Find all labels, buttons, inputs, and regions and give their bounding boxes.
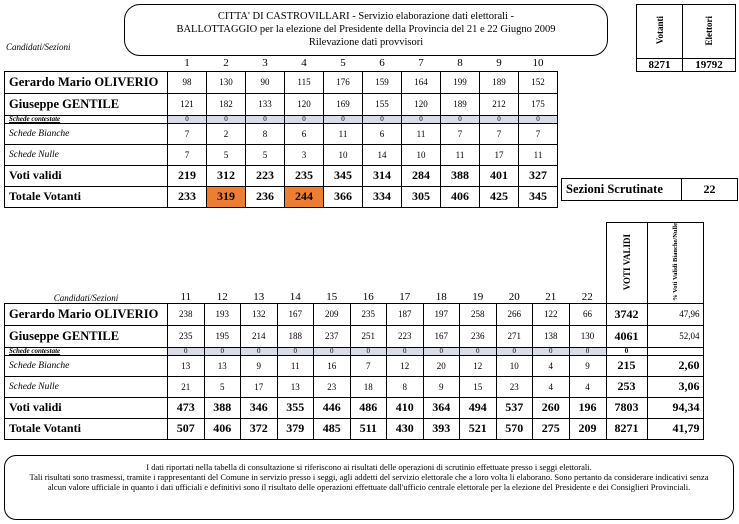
section-number: 8	[457, 57, 463, 70]
cell-oliverio: 122	[533, 303, 570, 325]
cell-oliverio: 130	[207, 71, 246, 93]
pct-totale: 41,79	[647, 418, 703, 439]
cell-totale: 406	[204, 418, 241, 439]
report-title-box	[124, 4, 608, 56]
cell-bianche: 6	[285, 123, 324, 144]
cell-gentile: 236	[460, 325, 497, 347]
disclaimer-line-2: Tali risultati sono trasmessi, tramite i rappresentanti del Comune in servizio presso i seggi, agli addetti del servizio elettorale che a loro volta li elaborano. Sono pertanto da considerare indicativi senza	[29, 472, 709, 482]
cell-gentile: 188	[277, 325, 314, 347]
cell-oliverio: 115	[285, 71, 324, 93]
cell-oliverio: 238	[168, 303, 205, 325]
cell-bianche: 8	[246, 123, 285, 144]
cell-bianche: 13	[168, 355, 205, 376]
cell-contestate: 0	[519, 115, 558, 123]
section-number: 7	[418, 57, 424, 70]
cell-validi: 388	[441, 165, 480, 186]
cell-validi: 537	[496, 397, 533, 418]
top-row-oliverio	[5, 71, 558, 93]
cell-contestate: 0	[350, 347, 387, 355]
cell-contestate: 0	[441, 115, 480, 123]
cell-contestate: 0	[387, 347, 424, 355]
bottom-section-header-row	[5, 223, 704, 304]
cell-validi: 223	[246, 165, 285, 186]
bottom-results-table	[4, 222, 704, 440]
cell-gentile: 182	[207, 93, 246, 115]
cell-oliverio: 90	[246, 71, 285, 93]
cell-nulle: 17	[241, 376, 278, 397]
cell-contestate: 0	[460, 347, 497, 355]
cell-oliverio: 152	[519, 71, 558, 93]
elettori-value: 19792	[683, 59, 736, 72]
cell-bianche: 12	[387, 355, 424, 376]
cell-totale: 521	[460, 418, 497, 439]
cell-contestate: 0	[314, 347, 351, 355]
top-section-header-row	[5, 56, 558, 71]
total-contestate: 0	[606, 347, 647, 355]
pct-contestate	[647, 347, 703, 355]
cell-nulle: 14	[363, 144, 402, 165]
bottom-row-nulle	[5, 376, 704, 397]
cell-oliverio: 235	[350, 303, 387, 325]
cell-bianche: 2	[207, 123, 246, 144]
cell-validi: 364	[423, 397, 460, 418]
cell-validi: 312	[207, 165, 246, 186]
section-number: 15	[326, 290, 338, 303]
section-number: 13	[253, 290, 265, 303]
cell-totale: 345	[519, 186, 558, 207]
cell-oliverio: 98	[168, 71, 207, 93]
cell-totale: 406	[441, 186, 480, 207]
row-label-validi: Voti validi	[5, 397, 168, 418]
top-row-totale	[5, 186, 558, 207]
cell-gentile: 121	[168, 93, 207, 115]
cell-nulle: 13	[277, 376, 314, 397]
row-label-nulle: Schede Nulle	[5, 376, 168, 397]
cell-bianche: 7	[441, 123, 480, 144]
top-row-validi	[5, 165, 558, 186]
cell-totale: 319	[207, 186, 246, 207]
cell-oliverio: 209	[314, 303, 351, 325]
cell-gentile: 214	[241, 325, 278, 347]
cell-bianche: 20	[423, 355, 460, 376]
bottom-row-oliverio	[5, 303, 704, 325]
cell-bianche: 7	[480, 123, 519, 144]
cell-contestate: 0	[569, 347, 606, 355]
section-number: 22	[581, 290, 593, 303]
cell-gentile: 251	[350, 325, 387, 347]
cell-contestate: 0	[363, 115, 402, 123]
cell-bianche: 9	[241, 355, 278, 376]
section-number: 4	[301, 57, 307, 70]
cell-bianche: 11	[277, 355, 314, 376]
cell-oliverio: 167	[277, 303, 314, 325]
cell-gentile: 223	[387, 325, 424, 347]
row-label-oliverio: Gerardo Mario OLIVERIO	[5, 303, 168, 325]
cell-totale: 244	[285, 186, 324, 207]
cell-contestate: 0	[168, 347, 205, 355]
cell-contestate: 0	[533, 347, 570, 355]
cell-gentile: 130	[569, 325, 606, 347]
cell-validi: 235	[285, 165, 324, 186]
section-number: 3	[262, 57, 268, 70]
total-gentile: 4061	[606, 325, 647, 347]
section-number: 6	[379, 57, 385, 70]
cell-gentile: 212	[480, 93, 519, 115]
row-label-bianche: Schede Bianche	[5, 123, 168, 144]
section-number: 19	[472, 290, 484, 303]
cell-contestate: 0	[496, 347, 533, 355]
voti-validi-header-text: VOTI VALIDI	[621, 233, 632, 291]
cell-bianche: 11	[324, 123, 363, 144]
sezioni-scrutinate-value: 22	[682, 179, 738, 201]
row-label-nulle: Schede Nulle	[5, 144, 168, 165]
cell-nulle: 17	[480, 144, 519, 165]
cell-contestate: 0	[204, 347, 241, 355]
section-number: 14	[289, 290, 301, 303]
votanti-header: Votanti	[637, 5, 683, 59]
cell-bianche: 10	[496, 355, 533, 376]
cell-validi: 355	[277, 397, 314, 418]
cell-gentile: 169	[324, 93, 363, 115]
cell-gentile: 155	[363, 93, 402, 115]
cell-contestate: 0	[241, 347, 278, 355]
row-label-validi: Voti validi	[5, 165, 168, 186]
pct-nulle: 3,06	[647, 376, 703, 397]
cell-validi: 346	[241, 397, 278, 418]
cell-nulle: 23	[496, 376, 533, 397]
cell-oliverio: 164	[402, 71, 441, 93]
cell-gentile: 167	[423, 325, 460, 347]
row-label-totale: Totale Votanti	[5, 186, 168, 207]
total-nulle: 253	[606, 376, 647, 397]
cell-totale: 425	[480, 186, 519, 207]
cell-bianche: 13	[204, 355, 241, 376]
cell-totale: 379	[277, 418, 314, 439]
section-number: 17	[399, 290, 411, 303]
total-bianche: 215	[606, 355, 647, 376]
cell-validi: 401	[480, 165, 519, 186]
bottom-row-bianche	[5, 355, 704, 376]
cell-gentile: 237	[314, 325, 351, 347]
bottom-row-totale	[5, 418, 704, 439]
cell-totale: 507	[168, 418, 205, 439]
sezioni-scrutinate-table	[561, 178, 738, 201]
top-row-bianche	[5, 123, 558, 144]
bottom-row-contestate	[5, 347, 704, 355]
pct-oliverio: 47,96	[647, 303, 703, 325]
total-validi: 7803	[606, 397, 647, 418]
cell-nulle: 4	[569, 376, 606, 397]
pct-validi: 94,34	[647, 397, 703, 418]
cell-contestate: 0	[207, 115, 246, 123]
cell-validi: 345	[324, 165, 363, 186]
voti-validi-header	[606, 223, 647, 304]
cell-oliverio: 266	[496, 303, 533, 325]
pct-bianche: 2,60	[647, 355, 703, 376]
section-number: 12	[216, 290, 228, 303]
cell-totale: 430	[387, 418, 424, 439]
cell-contestate: 0	[480, 115, 519, 123]
cell-totale: 393	[423, 418, 460, 439]
cell-validi: 410	[387, 397, 424, 418]
disclaimer-line-1: I dati riportati nella tabella di consultazione si riferiscono ai risultati delle operazioni di scrutinio effettuate presso i seggi elettorali.	[146, 462, 592, 472]
cell-validi: 314	[363, 165, 402, 186]
cell-bianche: 7	[519, 123, 558, 144]
cell-gentile: 235	[168, 325, 205, 347]
cell-gentile: 271	[496, 325, 533, 347]
section-number: 1	[184, 57, 190, 70]
cell-nulle: 23	[314, 376, 351, 397]
section-number: 20	[508, 290, 520, 303]
cell-nulle: 5	[246, 144, 285, 165]
cell-nulle: 11	[519, 144, 558, 165]
section-number: 5	[340, 57, 346, 70]
cell-nulle: 3	[285, 144, 324, 165]
cell-bianche: 9	[569, 355, 606, 376]
disclaimer-line-3: alcun valore ufficiale in quanto i dati ufficiali e definitivi sono il risultato delle operazioni effettuate dall'ufficio centrale elettorale per la elezione del Presidente e dei Consiglieri Provinciali.	[47, 482, 691, 492]
top-row-contestate	[5, 115, 558, 123]
cell-validi: 327	[519, 165, 558, 186]
cell-oliverio: 193	[204, 303, 241, 325]
cell-oliverio: 197	[423, 303, 460, 325]
cell-nulle: 21	[168, 376, 205, 397]
cell-nulle: 11	[441, 144, 480, 165]
cell-gentile: 175	[519, 93, 558, 115]
cell-bianche: 11	[402, 123, 441, 144]
cell-totale: 209	[569, 418, 606, 439]
cell-validi: 284	[402, 165, 441, 186]
section-number: 16	[362, 290, 374, 303]
votanti-elettori-table	[636, 4, 736, 72]
cell-totale: 236	[246, 186, 285, 207]
cell-gentile: 133	[246, 93, 285, 115]
cell-contestate: 0	[324, 115, 363, 123]
cell-contestate: 0	[246, 115, 285, 123]
cell-totale: 334	[363, 186, 402, 207]
cell-totale: 485	[314, 418, 351, 439]
cell-nulle: 7	[168, 144, 207, 165]
total-totale: 8271	[606, 418, 647, 439]
cell-validi: 494	[460, 397, 497, 418]
top-header-blank	[5, 56, 168, 71]
row-label-totale: Totale Votanti	[5, 418, 168, 439]
cell-validi: 486	[350, 397, 387, 418]
cell-gentile: 120	[285, 93, 324, 115]
cell-gentile: 189	[441, 93, 480, 115]
top-results-table	[4, 56, 558, 208]
cell-validi: 446	[314, 397, 351, 418]
cell-oliverio: 132	[241, 303, 278, 325]
cell-oliverio: 159	[363, 71, 402, 93]
sezioni-scrutinate-label: Sezioni Scrutinate	[562, 179, 682, 201]
cell-nulle: 9	[423, 376, 460, 397]
candidati-sezioni-label-bottom: Candidati/Sezioni	[53, 292, 119, 303]
total-oliverio: 3742	[606, 303, 647, 325]
cell-bianche: 16	[314, 355, 351, 376]
candidati-sezioni-label-top: Candidati/Sezioni	[6, 42, 71, 52]
title-line-2: BALLOTTAGGIO per la elezione del Presidente della Provincia del 21 e 22 Giugno 2009	[176, 24, 556, 35]
cell-nulle: 4	[533, 376, 570, 397]
elettori-header: Elettori	[683, 5, 736, 59]
cell-validi: 260	[533, 397, 570, 418]
cell-oliverio: 199	[441, 71, 480, 93]
cell-nulle: 5	[207, 144, 246, 165]
row-label-oliverio: Gerardo Mario OLIVERIO	[5, 71, 168, 93]
cell-nulle: 10	[402, 144, 441, 165]
bottom-row-gentile	[5, 325, 704, 347]
cell-bianche: 7	[168, 123, 207, 144]
cell-oliverio: 258	[460, 303, 497, 325]
cell-totale: 366	[324, 186, 363, 207]
cell-bianche: 6	[363, 123, 402, 144]
title-line-3: Rilevazione dati provvisori	[308, 37, 424, 48]
cell-totale: 233	[168, 186, 207, 207]
votanti-value: 8271	[637, 59, 683, 72]
section-number: 2	[223, 57, 229, 70]
section-number: 21	[545, 290, 557, 303]
bottom-row-validi	[5, 397, 704, 418]
cell-oliverio: 187	[387, 303, 424, 325]
row-label-bianche: Schede Bianche	[5, 355, 168, 376]
cell-contestate: 0	[277, 347, 314, 355]
cell-nulle: 5	[204, 376, 241, 397]
disclaimer-box	[4, 455, 734, 520]
cell-gentile: 195	[204, 325, 241, 347]
cell-validi: 196	[569, 397, 606, 418]
pct-gentile: 52,04	[647, 325, 703, 347]
cell-bianche: 7	[350, 355, 387, 376]
title-line-1: CITTA' DI CASTROVILLARI - Servizio elaborazione dati elettorali -	[217, 11, 515, 22]
row-label-contestate: Schede contestate	[5, 115, 168, 123]
cell-oliverio: 189	[480, 71, 519, 93]
pct-header-text: % Voti Validi Bianche/Nulle	[671, 223, 679, 301]
row-label-gentile: Giuseppe GENTILE	[5, 93, 168, 115]
cell-contestate: 0	[423, 347, 460, 355]
row-label-gentile: Giuseppe GENTILE	[5, 325, 168, 347]
row-label-contestate: Schede contestate	[5, 347, 168, 355]
cell-totale: 570	[496, 418, 533, 439]
cell-oliverio: 176	[324, 71, 363, 93]
cell-validi: 388	[204, 397, 241, 418]
cell-nulle: 10	[324, 144, 363, 165]
section-number: 9	[496, 57, 502, 70]
cell-totale: 511	[350, 418, 387, 439]
section-number: 11	[180, 290, 192, 303]
cell-contestate: 0	[402, 115, 441, 123]
section-number: 10	[532, 57, 544, 70]
cell-gentile: 120	[402, 93, 441, 115]
cell-totale: 372	[241, 418, 278, 439]
cell-totale: 275	[533, 418, 570, 439]
cell-validi: 473	[168, 397, 205, 418]
cell-nulle: 15	[460, 376, 497, 397]
cell-oliverio: 66	[569, 303, 606, 325]
pct-header	[647, 223, 703, 304]
cell-bianche: 4	[533, 355, 570, 376]
cell-bianche: 12	[460, 355, 497, 376]
cell-validi: 219	[168, 165, 207, 186]
cell-contestate: 0	[168, 115, 207, 123]
cell-nulle: 18	[350, 376, 387, 397]
top-row-nulle	[5, 144, 558, 165]
section-number: 18	[435, 290, 447, 303]
top-row-gentile	[5, 93, 558, 115]
cell-contestate: 0	[285, 115, 324, 123]
cell-nulle: 8	[387, 376, 424, 397]
cell-gentile: 138	[533, 325, 570, 347]
cell-totale: 305	[402, 186, 441, 207]
